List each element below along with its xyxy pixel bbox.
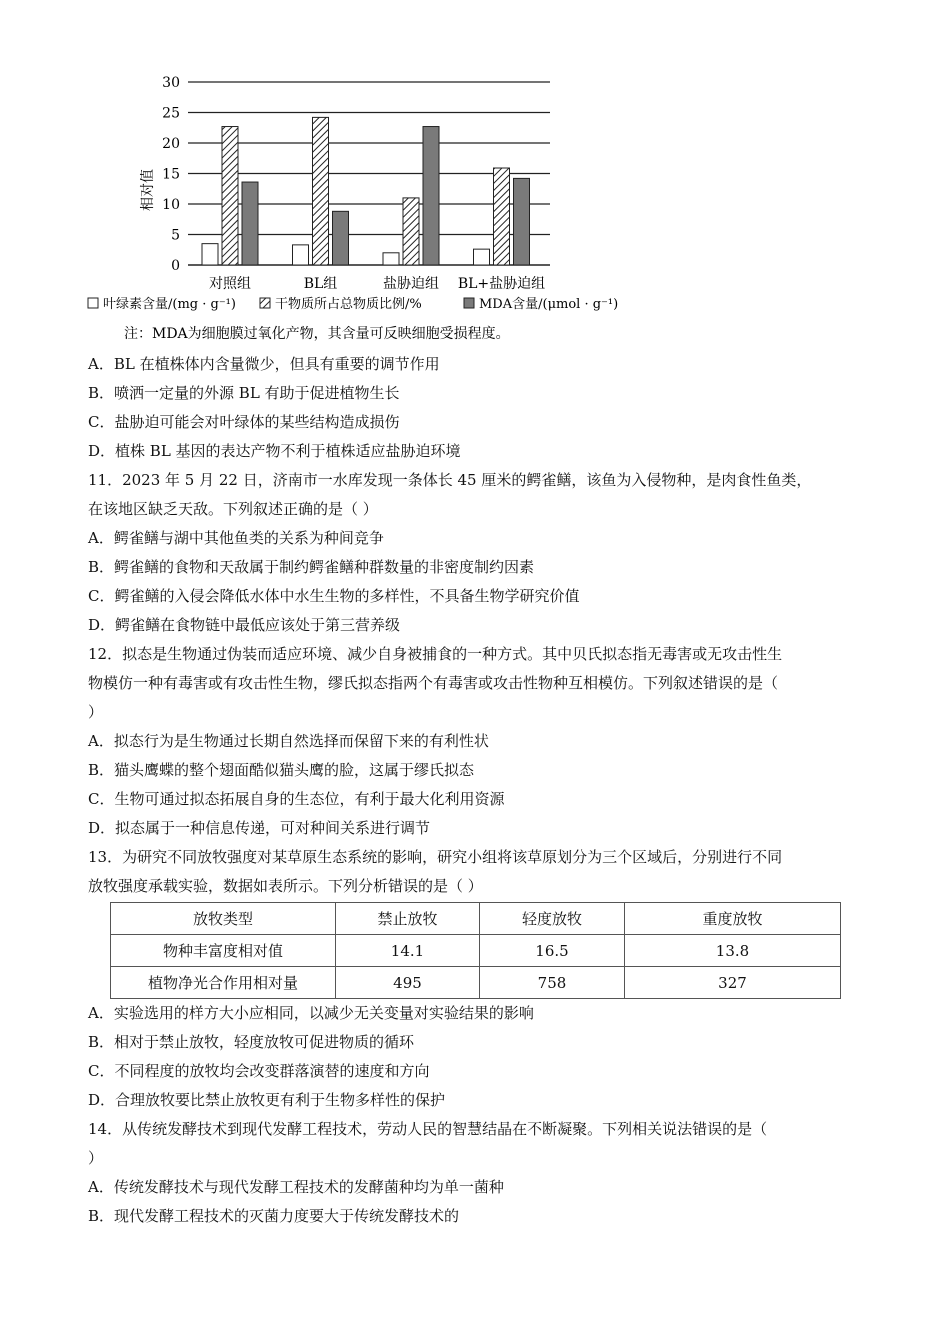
y-tick-label: 25	[162, 105, 180, 122]
table-header-row	[111, 903, 841, 935]
q11-option-a: A．鳄雀鳝与湖中其他鱼类的关系为种间竞争	[88, 529, 384, 547]
bar	[514, 178, 530, 265]
legend-label: 干物质所占总物质比例/%	[275, 297, 422, 312]
table-cell: 物种丰富度相对值	[111, 935, 336, 967]
y-tick-label: 30	[162, 75, 180, 91]
q12-option-d: D．拟态属于一种信息传递，可对种间关系进行调节	[88, 819, 431, 837]
x-tick-label: 盐胁迫组	[383, 276, 439, 292]
table-cell: 495	[336, 967, 480, 999]
q12-option-c: C．生物可通过拟态拓展自身的生态位，有利于最大化利用资源	[88, 790, 505, 808]
y-tick-label: 10	[162, 197, 180, 213]
x-tick-label: 对照组	[209, 276, 251, 292]
bar	[403, 198, 419, 265]
q12-stem-line-1: 12．拟态是生物通过伪装而适应环境、减少自身被捕食的一种方式。其中贝氏拟态指无毒害或无攻击性生	[88, 645, 783, 663]
legend-label: 叶绿素含量/(mg · g⁻¹)	[103, 297, 236, 312]
q13-option-d: D．合理放牧要比禁止放牧更有利于生物多样性的保护	[88, 1091, 446, 1109]
q10-option-a: A．BL 在植株体内含量微少，但具有重要的调节作用	[88, 355, 440, 373]
q11-stem-line-1: 11．2023 年 5 月 22 日，济南市一水库发现一条体长 45 厘米的鳄雀鳝，该鱼为入侵物种，是肉食性鱼类，	[88, 471, 812, 489]
q11-option-b: B．鳄雀鳝的食物和天敌属于制约鳄雀鳝种群数量的非密度制约因素	[88, 558, 535, 576]
legend-swatch	[260, 298, 270, 308]
q11-option-d: D．鳄雀鳝在食物链中最低应该处于第三营养级	[88, 616, 401, 634]
chart-bars	[202, 117, 530, 265]
q13-option-a: A．实验选用的样方大小应相同，以减少无关变量对实验结果的影响	[88, 1004, 534, 1022]
y-tick-label: 0	[171, 258, 180, 274]
bar	[313, 117, 329, 265]
y-tick-label: 20	[162, 136, 180, 152]
q14-stem-line-1: 14．从传统发酵技术到现代发酵工程技术，劳动人民的智慧结晶在不断凝聚。下列相关说法错误的是（	[88, 1120, 768, 1138]
chart-note: 注：MDA为细胞膜过氧化产物，其含量可反映细胞受损程度。	[124, 326, 510, 342]
bar	[242, 182, 258, 265]
q13-option-b: B．相对于禁止放牧，轻度放牧可促进物质的循环	[88, 1033, 415, 1051]
q12-option-b: B．猫头鹰蝶的整个翅面酷似猫头鹰的脸，这属于缪氏拟态	[88, 761, 475, 779]
table-cell: 13.8	[625, 935, 841, 967]
q14-stem-line-2: ）	[88, 1149, 104, 1167]
q11-option-c: C．鳄雀鳝的入侵会降低水体中水生生物的多样性，不具备生物学研究价值	[88, 587, 580, 605]
x-tick-label: BL组	[303, 276, 338, 292]
table-cell: 植物净光合作用相对量	[111, 967, 336, 999]
q13-stem-line-1: 13．为研究不同放牧强度对某草原生态系统的影响，研究小组将该草原划分为三个区域后，分别进行不同	[88, 848, 783, 866]
chart-y-label: 相对值	[140, 169, 156, 211]
bar	[383, 253, 399, 265]
bar	[494, 168, 510, 265]
table-header-cell: 禁止放牧	[336, 903, 480, 935]
bar	[293, 245, 309, 265]
q12-option-a: A．拟态行为是生物通过长期自然选择而保留下来的有利性状	[88, 732, 489, 750]
bar	[423, 127, 439, 265]
chart-legend	[88, 296, 618, 312]
table-cell: 758	[480, 967, 625, 999]
q13-table	[110, 902, 841, 999]
q14-option-b: B．现代发酵工程技术的灭菌力度要大于传统发酵技术的	[88, 1207, 460, 1225]
legend-label: MDA含量/(μmol · g⁻¹)	[479, 297, 619, 312]
table-cell: 14.1	[336, 935, 480, 967]
bar	[474, 249, 490, 265]
bar	[202, 244, 218, 265]
bar-chart	[84, 62, 644, 348]
table-row	[111, 967, 841, 999]
table-header-cell: 重度放牧	[625, 903, 841, 935]
bar	[333, 211, 349, 265]
table-header-cell: 轻度放牧	[480, 903, 625, 935]
y-tick-label: 15	[162, 166, 180, 183]
legend-swatch	[464, 298, 474, 308]
bar	[222, 127, 238, 265]
table-cell: 327	[625, 967, 841, 999]
q10-option-d: D．植株 BL 基因的表达产物不利于植株适应盐胁迫环境	[88, 442, 461, 460]
y-tick-label: 5	[171, 227, 180, 244]
x-tick-label: BL+盐胁迫组	[457, 276, 546, 292]
legend-swatch	[88, 298, 98, 308]
q13-option-c: C．不同程度的放牧均会改变群落演替的速度和方向	[88, 1062, 430, 1080]
chart-x-labels	[209, 275, 545, 292]
chart-y-ticks	[162, 75, 180, 274]
q13-stem-line-2: 放牧强度承载实验，数据如表所示。下列分析错误的是（ ）	[88, 877, 483, 895]
table-row	[111, 935, 841, 967]
table-cell: 16.5	[480, 935, 625, 967]
table-header-cell: 放牧类型	[111, 903, 336, 935]
q11-stem-line-2: 在该地区缺乏天敌。下列叙述正确的是（ ）	[88, 500, 378, 518]
q10-option-b: B．喷洒一定量的外源 BL 有助于促进植物生长	[88, 384, 400, 402]
q10-option-c: C．盐胁迫可能会对叶绿体的某些结构造成损伤	[88, 413, 400, 431]
q12-stem-line-2: 物模仿一种有毒害或有攻击性生物，缪氏拟态指两个有毒害或攻击性物种互相模仿。下列叙述错误的是（	[88, 674, 779, 692]
q12-stem-line-3: ）	[88, 703, 104, 721]
q14-option-a: A．传统发酵技术与现代发酵工程技术的发酵菌种均为单一菌种	[88, 1178, 504, 1196]
